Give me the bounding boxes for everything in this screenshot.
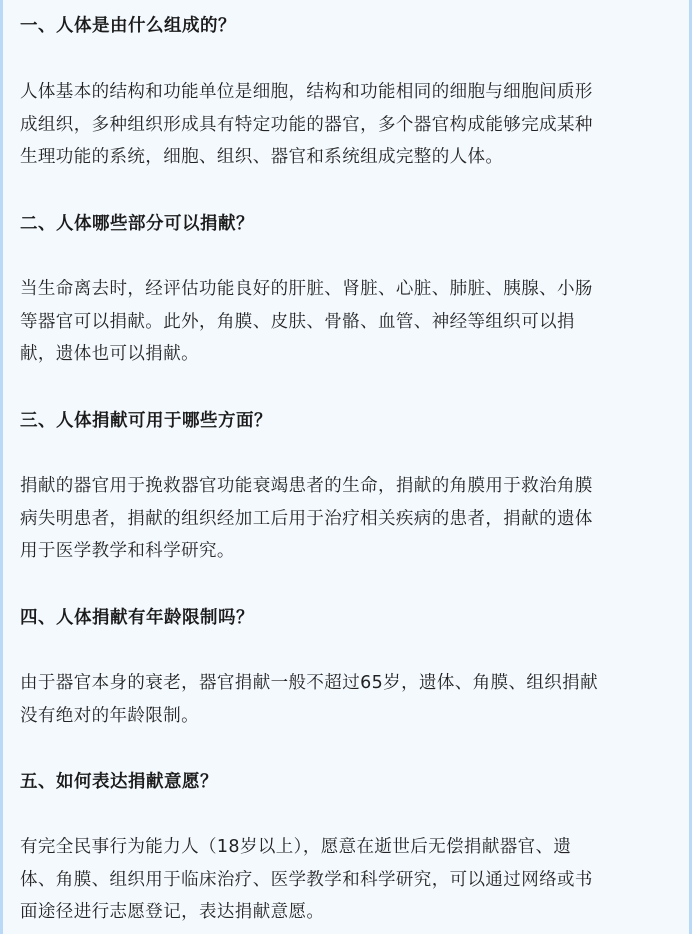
paragraph-line: 献，遗体也可以捐献。 xyxy=(20,344,199,364)
paragraph-line: 病失明患者，捐献的组织经加工后用于治疗相关疾病的患者，捐献的遗体 xyxy=(20,508,593,529)
paragraph-line: 没有绝对的年龄限制。 xyxy=(20,705,199,726)
left-border xyxy=(0,0,3,934)
paragraph-line: 等器官可以捐献。此外，角膜、皮肤、骨骼、血管、神经等组织可以捐 xyxy=(20,311,575,332)
section-paragraph-1 xyxy=(20,76,672,174)
paragraph-line: 有完全民事行为能力人（18岁以上），愿意在逝世后无偿捐献器官、遗 xyxy=(20,837,572,857)
paragraph-line: 由于器官本身的衰老，器官捐献一般不超过65岁，遗体、角膜、组织捐献 xyxy=(20,673,598,693)
section-paragraph-3 xyxy=(20,470,672,568)
paragraph-line: 面途径进行志愿登记，表达捐献意愿。 xyxy=(20,902,325,922)
section-heading-5: 五、如何表达捐献意愿？ xyxy=(20,772,218,792)
section-heading-4: 四、人体捐献有年龄限制吗？ xyxy=(20,608,254,628)
section-paragraph-2 xyxy=(20,273,672,371)
section-paragraph-4 xyxy=(20,667,672,732)
paragraph-line: 生理功能的系统，细胞、组织、器官和系统组成完整的人体。 xyxy=(20,147,504,167)
paragraph-line: 人体基本的结构和功能单位是细胞，结构和功能相同的细胞与细胞间质形 xyxy=(20,82,593,102)
paragraph-line: 捐献的器官用于挽救器官功能衰竭患者的生命，捐献的角膜用于救治角膜 xyxy=(20,476,593,496)
paragraph-line: 当生命离去时，经评估功能良好的肝脏、肾脏、心脏、肺脏、胰腺、小肠 xyxy=(20,279,593,299)
section-heading-3: 三、人体捐献可用于哪些方面？ xyxy=(20,411,272,431)
paragraph-line: 用于医学教学和科学研究。 xyxy=(20,541,235,561)
section-heading-2: 二、人体哪些部分可以捐献？ xyxy=(20,214,254,234)
paragraph-line: 成组织，多种组织形成具有特定功能的器官，多个器官构成能够完成某种 xyxy=(20,114,593,135)
section-heading-1: 一、人体是由什么组成的？ xyxy=(20,16,236,36)
section-paragraph-5 xyxy=(20,831,672,929)
paragraph-line: 体、角膜、组织用于临床治疗、医学教学和科学研究，可以通过网络或书 xyxy=(20,869,593,890)
